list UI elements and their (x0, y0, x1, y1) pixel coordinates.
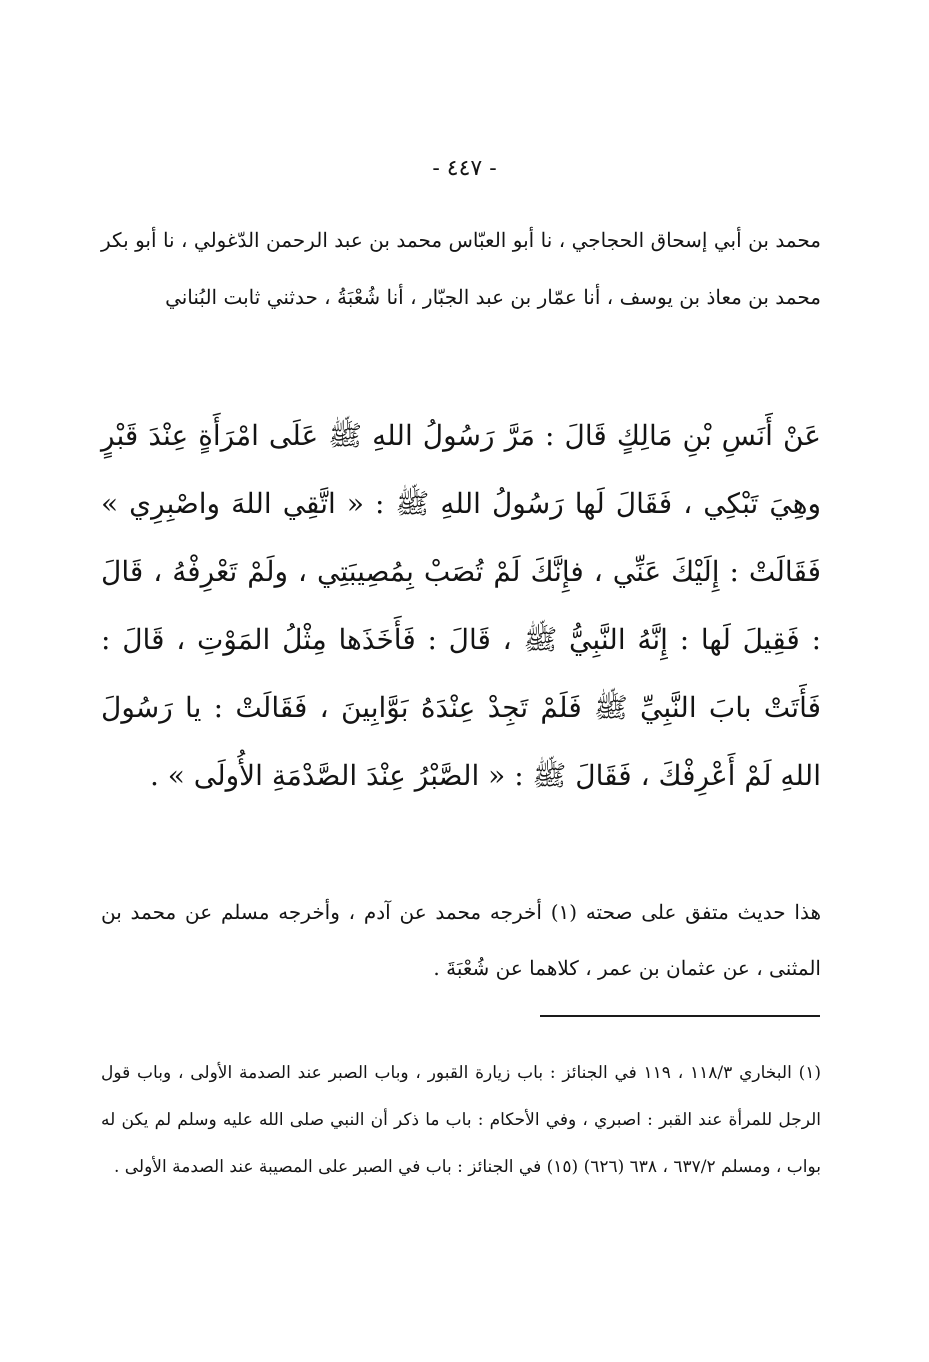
isnad-paragraph: محمد بن أبي إسحاق الحجاجي ، نا أبو العبّاس محمد بن عبد الرحمن الدّغولي ، نا أبو بكر محمد بن معاذ بن يوسف ، أنا عمّار بن عبد الجبّار ، أنا شُعْبَةُ ، حدثني ثابت البُناني (101, 228, 821, 309)
footnote: (١) البخاري ١١٨/٣ ، ١١٩ في الجنائز : باب زيارة القبور ، وباب الصبر عند الصدمة الأولى ، وباب قول الرجل للمرأة عند القبر : اصبري ، وفي الأحكام : باب ما ذكر أن النبي صلى الله عليه وسلم لم يكن له بواب ، ومسلم ٦٣٧/٢ ، ٦٣٨ (٦٢٦) (١٥) في الجنائز : باب في الصبر على المصيبة عند الصدمة الأولى . (101, 1063, 821, 1177)
footnote-divider (540, 1015, 820, 1017)
hadith-text: عَنْ أَنَسِ بْنِ مَالِكٍ قَالَ : مَرَّ رَسُولُ اللهِ ﷺ عَلَى امْرَأَةٍ عِنْدَ قَبْرٍ وهِيَ تَبْكِي ، فَقَالَ لَها رَسُولُ اللهِ ﷺ : « اتَّقِي اللهَ واصْبِرِي » فَقَالَتْ : إِلَيْكَ عَنِّي ، فإِنَّكَ لَمْ تُصَبْ بِمُصِيبَتِي ، ولَمْ تَعْرِفْهُ ، قَالَ : فَقِيلَ لَها : إِنَّهُ النَّبِيُّ ﷺ ، قَالَ : فَأَخَذَها مِثْلُ المَوْتِ ، قَالَ : فَأَتَتْ بابَ النَّبِيِّ ﷺ فَلَمْ تَجِدْ عِنْدَهُ بَوَّابِينَ ، فَقَالَتْ : يا رَسُولَ اللهِ لَمْ أَعْرِفْكَ ، فَقَالَ ﷺ : « الصَّبْرُ عِنْدَ الصَّدْمَةِ الأُولَى » . (101, 419, 821, 792)
takhrij-paragraph: هذا حديث متفق على صحته (١) أخرجه محمد عن آدم ، وأخرجه مسلم عن محمد بن المثنى ، عن عثمان بن عمر ، كلاهما عن شُعْبَةَ . (101, 900, 821, 980)
page-number: - ٤٤٧ - (432, 156, 497, 181)
